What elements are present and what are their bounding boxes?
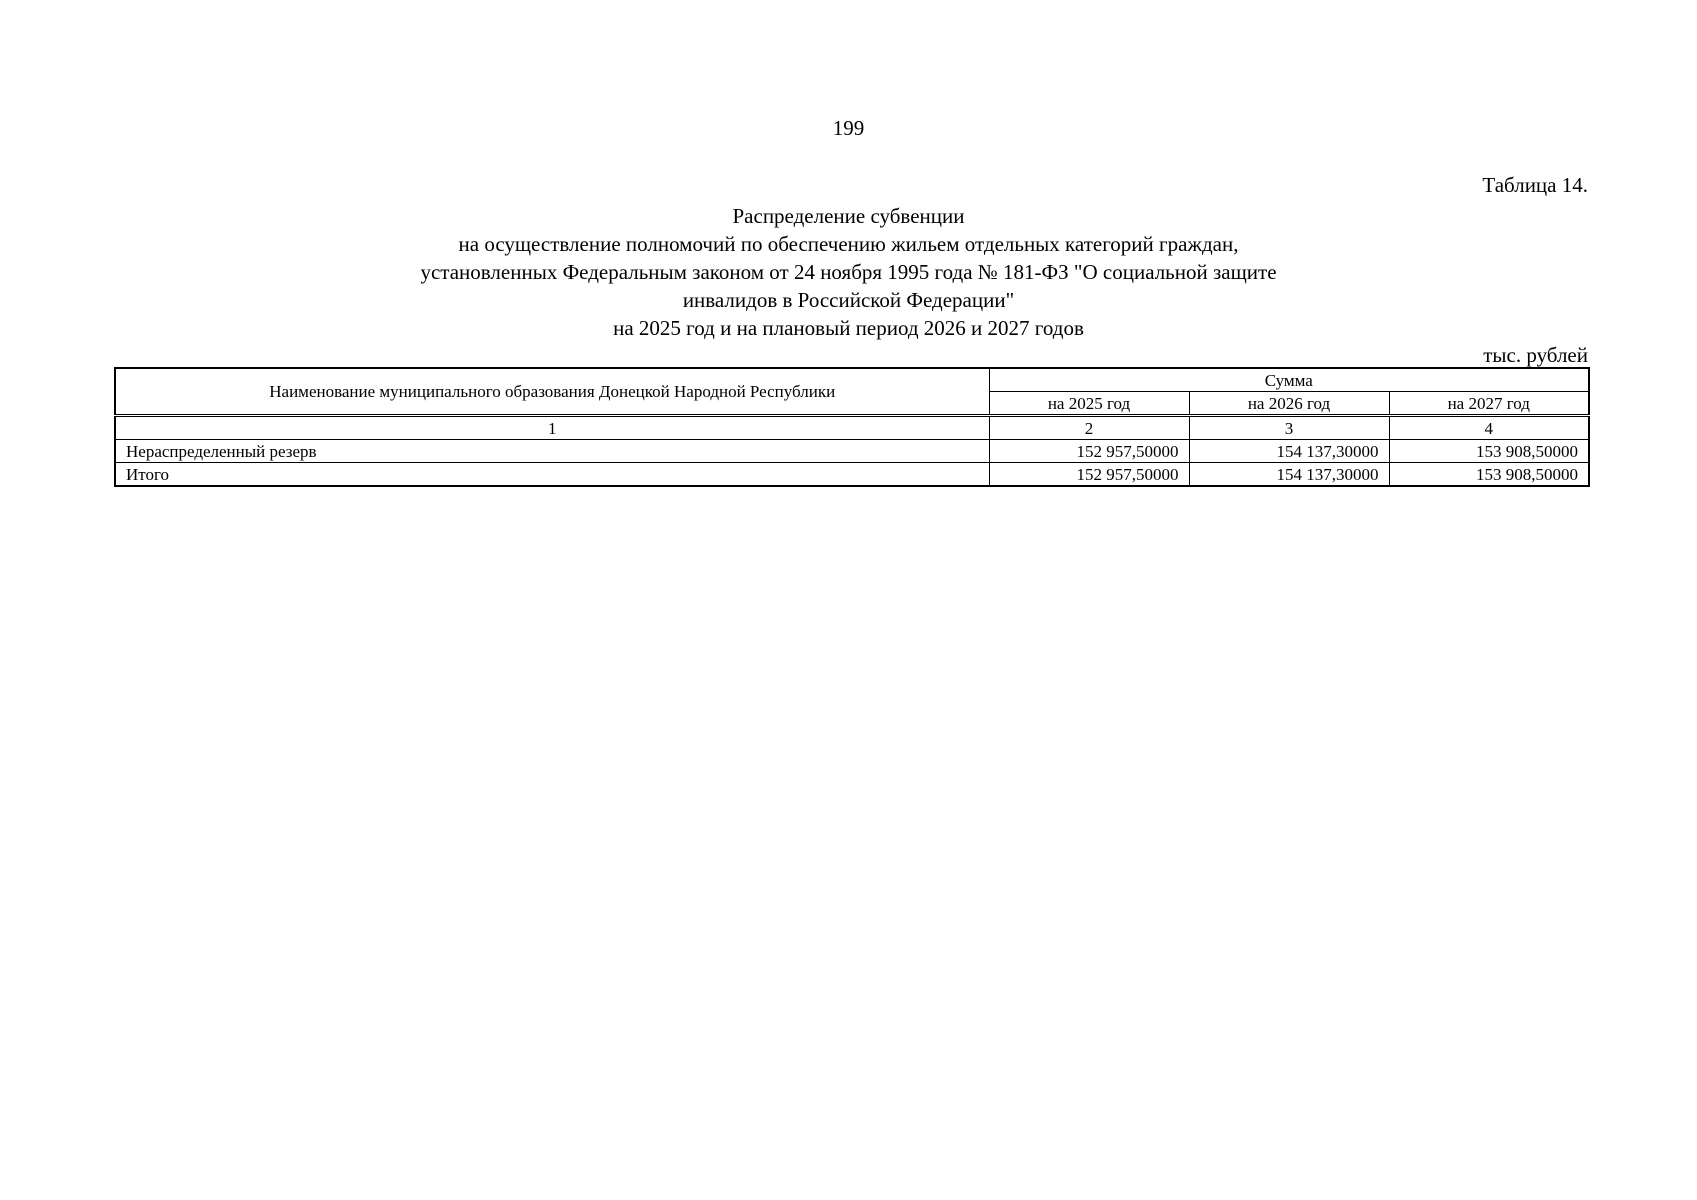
header-year-2025: на 2025 год xyxy=(989,392,1189,416)
row-name: Нераспределенный резерв xyxy=(115,440,989,463)
row-value-2025: 152 957,50000 xyxy=(989,463,1189,487)
title-line: на осуществление полномочий по обеспечению жильем отдельных категорий граждан, xyxy=(458,232,1239,256)
subvention-table xyxy=(114,367,1590,487)
row-value-2026: 154 137,30000 xyxy=(1189,463,1389,487)
title-line: инвалидов в Российской Федерации" xyxy=(682,288,1015,312)
title-line: на 2025 год и на плановый период 2026 и 2027 годов xyxy=(613,316,1084,340)
header-year-2027: на 2027 год xyxy=(1389,392,1589,416)
column-number: 3 xyxy=(1189,416,1389,440)
row-value-2026: 154 137,30000 xyxy=(1189,440,1389,463)
header-municipality: Наименование муниципального образования Донецкой Народной Республики xyxy=(115,368,989,416)
table-row xyxy=(115,440,1589,463)
column-number: 1 xyxy=(115,416,989,440)
row-name: Итого xyxy=(115,463,989,487)
table-row-total xyxy=(115,463,1589,487)
header-sum: Сумма xyxy=(989,368,1589,392)
table-label: Таблица 14. xyxy=(1482,173,1588,197)
row-value-2025: 152 957,50000 xyxy=(989,440,1189,463)
row-value-2027: 153 908,50000 xyxy=(1389,463,1589,487)
document-title xyxy=(0,202,1697,342)
column-number-row xyxy=(115,416,1589,440)
column-number: 4 xyxy=(1389,416,1589,440)
table-header-row xyxy=(115,368,1589,392)
row-value-2027: 153 908,50000 xyxy=(1389,440,1589,463)
page-number: 199 xyxy=(832,116,865,140)
title-line: установленных Федеральным законом от 24 ноября 1995 года № 181-ФЗ "О социальной защите xyxy=(420,260,1277,284)
title-line: Распределение субвенции xyxy=(732,204,965,228)
column-number: 2 xyxy=(989,416,1189,440)
header-year-2026: на 2026 год xyxy=(1189,392,1389,416)
units-label: тыс. рублей xyxy=(1483,343,1588,367)
